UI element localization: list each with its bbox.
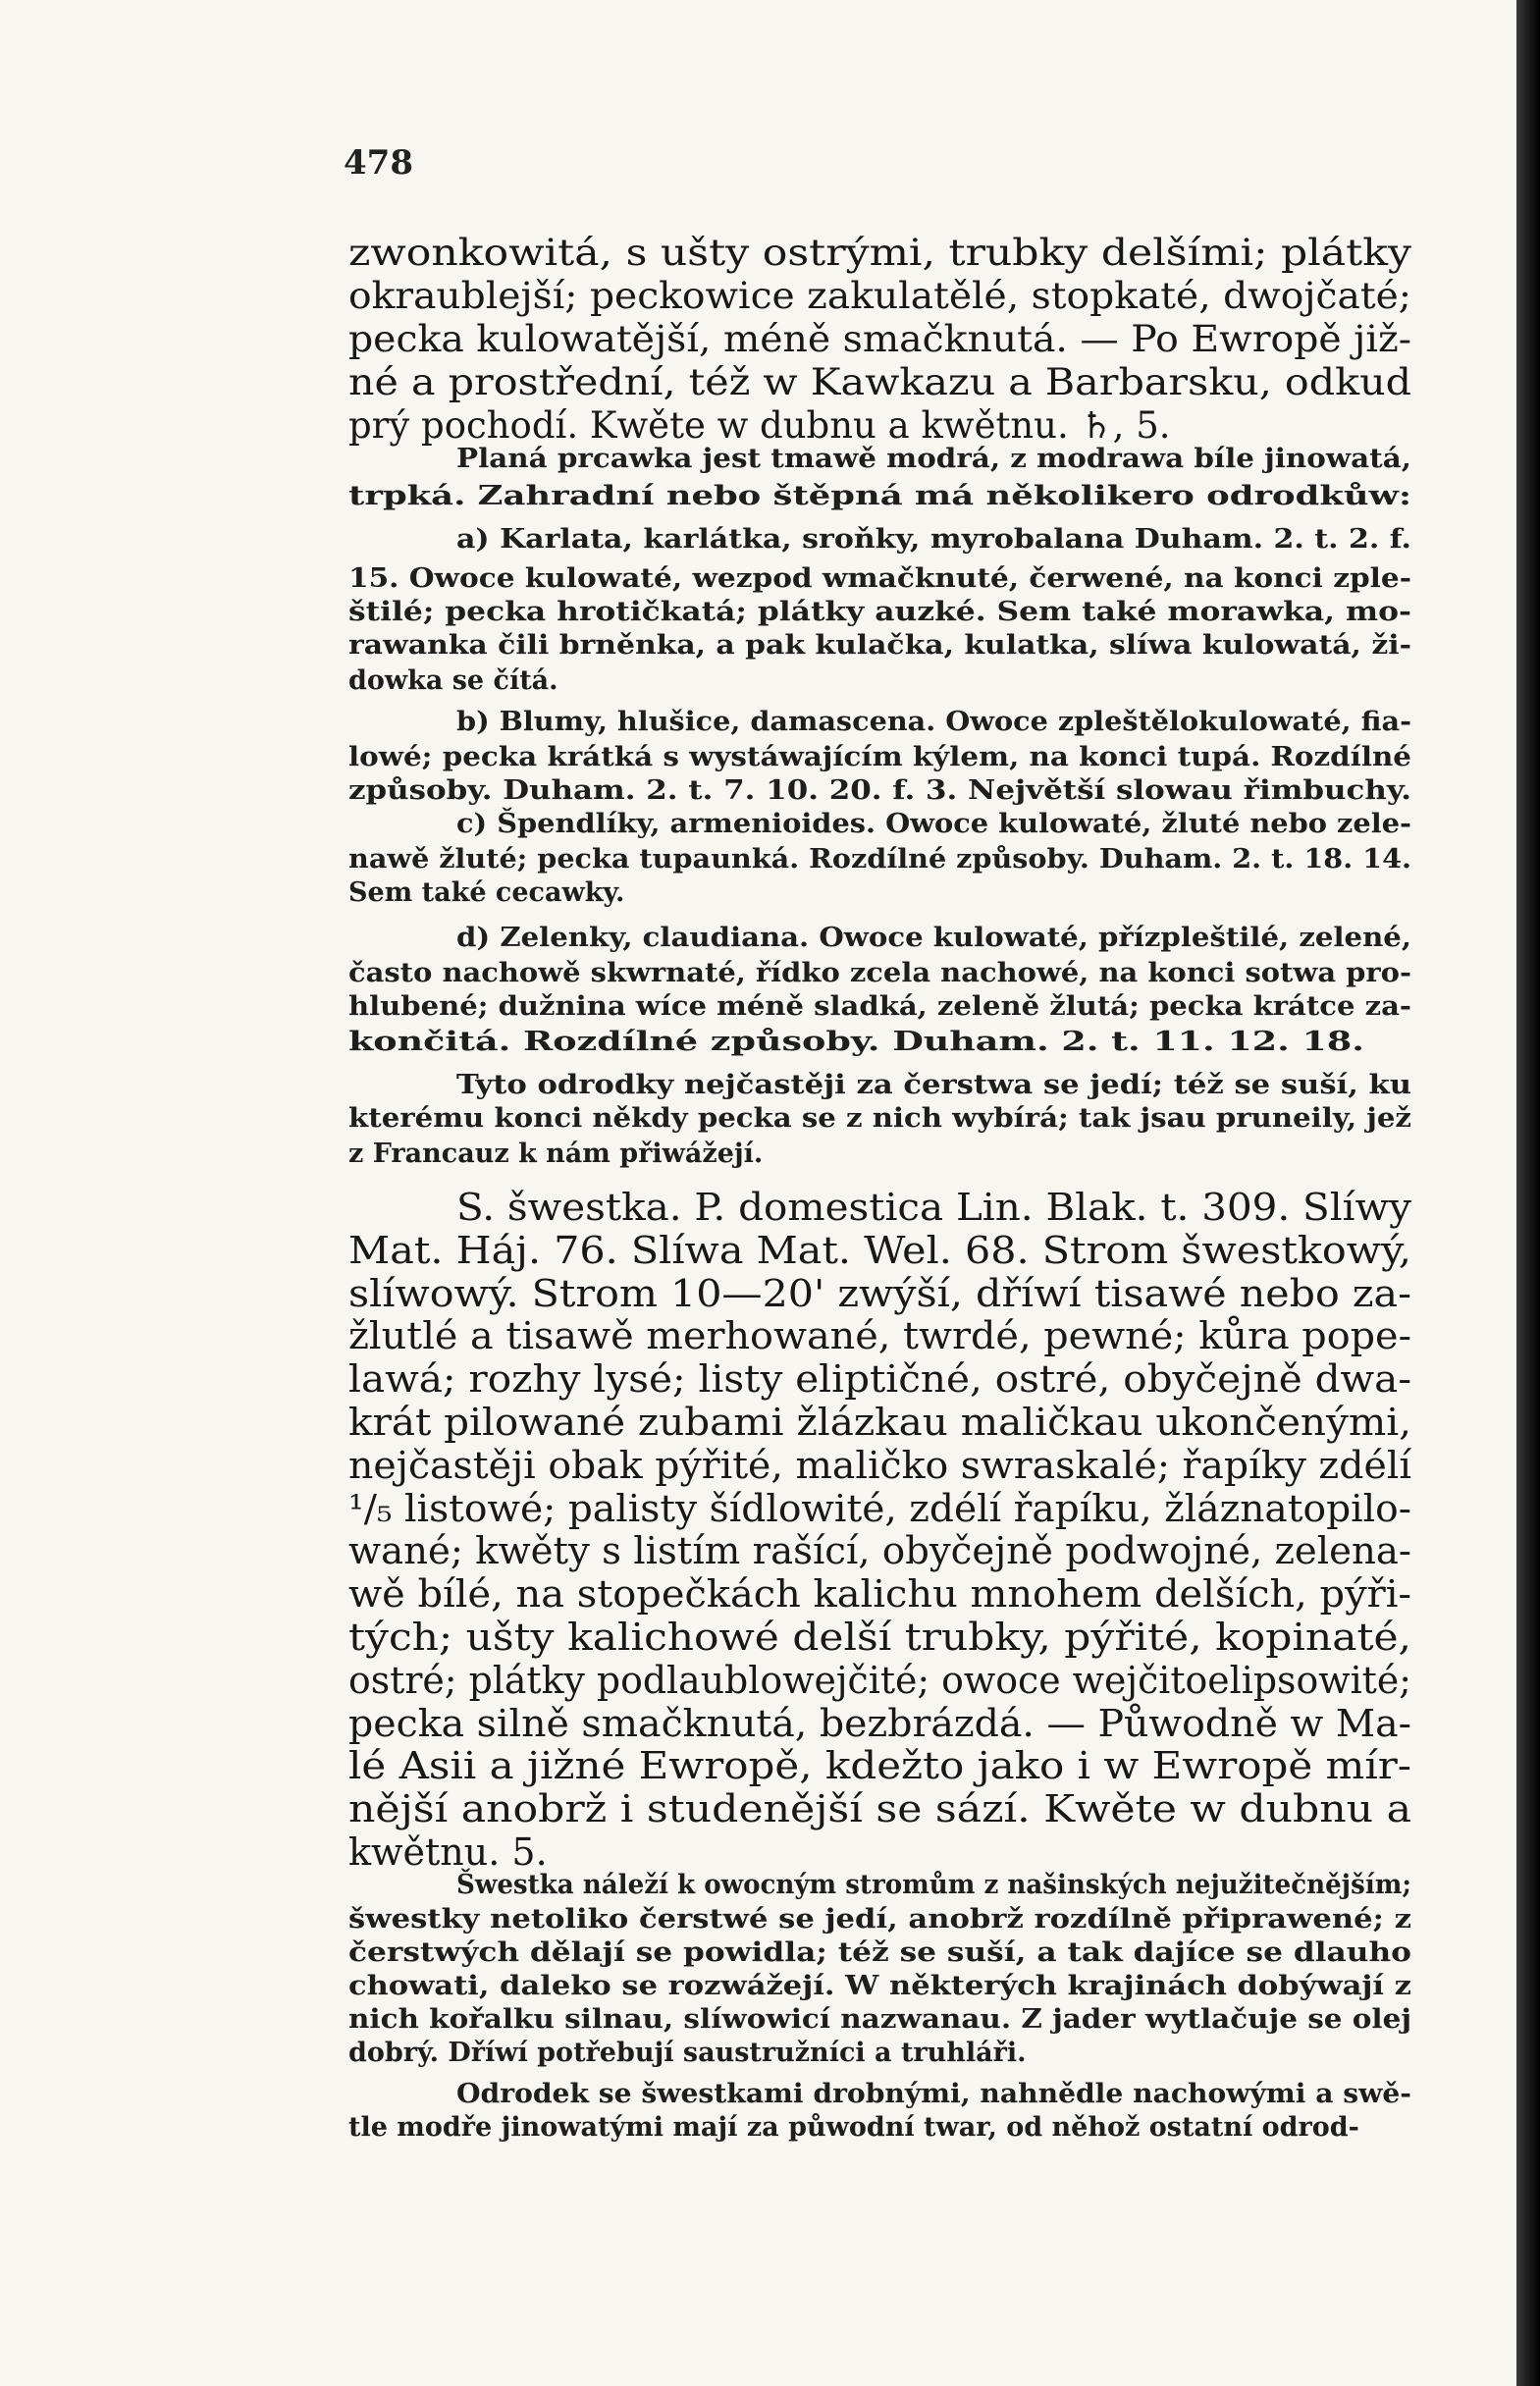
lines-para2-line: wě bílé, na stopečkách kalichu mnohem delších, pýři- <box>348 1572 1411 1617</box>
page-number: 478 <box>344 143 413 183</box>
lines-para2-line: krát pilowané zubami žlázkau maličkau ukončenými, <box>348 1401 1411 1444</box>
lines-para1-line: prý pochodí. Kwěte w dubnu a kwětnu. ♄, 5. <box>348 404 1171 447</box>
lines-small1-line: c) Špendlíky, armenioides. Owoce kulowaté, žluté nebo zele- <box>456 809 1411 839</box>
lines-small1-line: trpká. Zahradní nebo štěpná má několikero odrodkůw: <box>348 481 1411 511</box>
lines-para2-line: tých; ušty kalichowé delší trubky, pýřité, kopinaté, <box>348 1616 1411 1659</box>
lines-para2-line: nější anobrž i studenější se sází. Kwěte w dubnu a <box>348 1787 1411 1831</box>
lines-para2-line: kwětnu. 5. <box>348 1830 548 1874</box>
lines-para2-line: ostré; plátky podlaublowejčité; owoce wejčitoelipsowité; <box>348 1658 1411 1702</box>
lines-small1-line: způsoby. Duham. 2. t. 7. 10. 20. f. 3. Největší slowau řimbuchy. <box>348 775 1411 806</box>
lines-para2-line: S. šwestka. P. domestica Lin. Blak. t. 309. Slíwy <box>456 1186 1411 1229</box>
lines-para2-line: nejčastěji obak pýřité, maličko swraskalé; řapíky zdélí <box>348 1443 1411 1487</box>
lines-small1-line: dowka se čítá. <box>348 665 558 696</box>
lines-small2-line: čerstwých dělají se powidla; též se suší, a tak dajíce se dlauho <box>348 1937 1411 1968</box>
lines-small1-line: b) Blumy, hlušice, damascena. Owoce zpleštělokulowaté, fia- <box>456 707 1411 737</box>
lines-para1-line: pecka kulowatější, méně smačknutá. — Po Ewropě již- <box>348 318 1411 360</box>
lines-small1-line: štilé; pecka hrotičkatá; plátky auzké. Sem také morawka, mo- <box>348 597 1411 627</box>
lines-small1-line: často nachowě skwrnaté, řídko zcela nachowé, na konci sotwa pro- <box>348 958 1411 988</box>
lines-small1-line: z Francauz k nám přiwážejí. <box>348 1139 764 1169</box>
lines-small1-line: nawě žluté; pecka tupaunká. Rozdílné způsoby. Duham. 2. t. 18. 14. <box>348 844 1411 875</box>
lines-para1-line: né a prostřední, též w Kawkazu a Barbarsku, odkud <box>348 361 1411 403</box>
lines-para2-line: pecka silně smačknutá, bezbrázdá. — Půwodně w Ma- <box>348 1701 1411 1745</box>
lines-small2-line: nich kořalku silnau, slíwowicí nazwanau. Z jader wytlačuje se olej <box>348 2004 1411 2035</box>
lines-small1-line: d) Zelenky, claudiana. Owoce kulowaté, přízpleštilé, zelené, <box>456 923 1411 953</box>
lines-small2-line: chowati, daleko se rozwážejí. W některých krajinách dobýwají z <box>348 1971 1411 2001</box>
lines-small1-line: kterému konci někdy pecka se z nich wybírá; tak jsau pruneily, jež <box>348 1103 1411 1134</box>
lines-para2-line: wané; kwěty s listím rašící, obyčejně podwojné, zelena- <box>348 1529 1411 1573</box>
lines-small2-line: Šwestka náleží k owocným stromům z našinských nejužitečnějším; <box>456 1870 1411 1900</box>
lines-small2-line: Odrodek se šwestkami drobnými, nahnědle nachowými a swě- <box>456 2079 1411 2109</box>
lines-para2-line: lé Asii a jižné Ewropě, kdežto jako i w Ewropě mír- <box>348 1744 1411 1788</box>
lines-small1-line: rawanka čili brněnka, a pak kulačka, kulatka, slíwa kulowatá, ži- <box>348 630 1411 661</box>
lines-small2-line: tle modře jinowatými mají za půwodní twar, od něhož ostatní odrod- <box>348 2112 1359 2143</box>
lines-small1-line: a) Karlata, karlátka, sroňky, myrobalana Duham. 2. t. 2. f. <box>456 524 1411 555</box>
lines-para1-line: okraublejší; peckowice zakulatělé, stopkaté, dwojčaté; <box>348 275 1411 317</box>
lines-small1-line: Planá prcawka jest tmawě modrá, z modrawa bíle jinowatá, <box>456 444 1411 474</box>
lines-small1-line: lowé; pecka krátká s wystáwajícím kýlem, na konci tupá. Rozdílné <box>348 742 1411 772</box>
lines-para2-line: žlutlé a tisawě merhowané, twrdé, pewné; kůra pope- <box>348 1314 1411 1358</box>
lines-para2-line: slíwowý. Strom 10—20' zwýší, dříwí tisawé nebo za- <box>348 1271 1411 1315</box>
lines-para2-line: Mat. Háj. 76. Slíwa Mat. Wel. 68. Strom šwestkowý, <box>348 1228 1411 1272</box>
lines-para1-line: zwonkowitá, s ušty ostrými, trubky delšími; plátky <box>348 232 1411 274</box>
lines-small2-line: šwestky netoliko čerstwé se jedí, anobrž rozdílně připrawené; z <box>348 1904 1411 1935</box>
lines-small1-line: 15. Owoce kulowaté, wezpod wmačknuté, čerwené, na konci zple- <box>348 563 1411 594</box>
lines-small1-line: Tyto odrodky nejčastěji za čerstwa se jedí; též se suší, ku <box>456 1070 1411 1100</box>
scan-edge-shadow <box>1516 0 1540 2386</box>
lines-small1-line: Sem také cecawky. <box>348 877 625 908</box>
lines-para2-line: ¹/₅ listowé; palisty šídlowité, zdélí řapíku, žláznatopilo- <box>348 1486 1411 1530</box>
lines-para2-line: lawá; rozhy lysé; listy eliptičné, ostré, obyčejně dwa- <box>348 1357 1411 1402</box>
lines-small2-line: dobrý. Dříwí potřebují saustružníci a truhláři. <box>348 2038 1027 2068</box>
lines-small1-line: končitá. Rozdílné způsoby. Duham. 2. t. 11. 12. 18. <box>348 1027 1364 1057</box>
lines-small1-line: hlubené; dužnina wíce méně sladká, zeleně žlutá; pecka krátce za- <box>348 991 1411 1022</box>
